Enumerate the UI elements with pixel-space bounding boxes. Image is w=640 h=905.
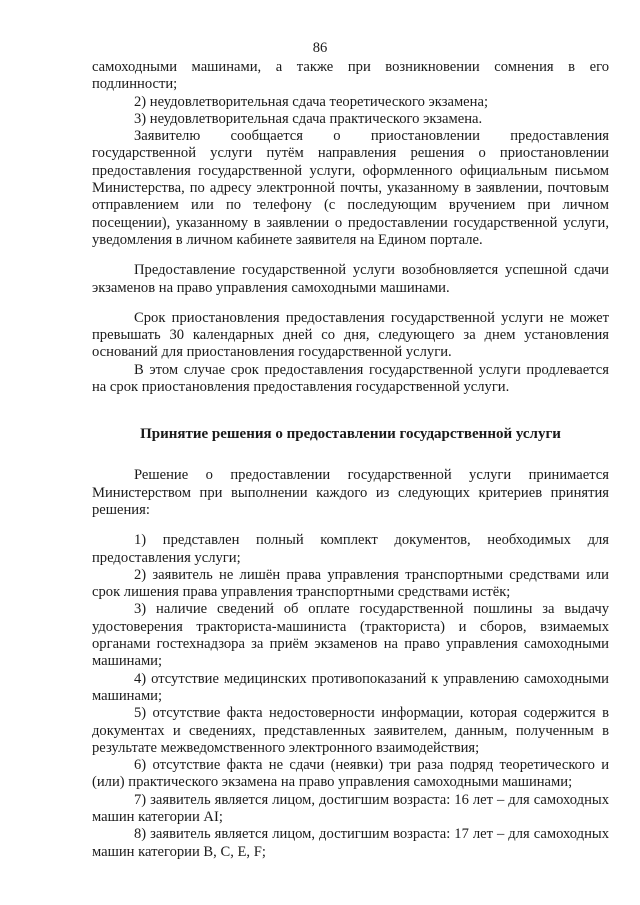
page-number: 86 bbox=[312, 40, 328, 56]
criterion-3: 3) наличие сведений об оплате государственной пошлины за выдачу удостоверения тракториста-машиниста (тракториста) и сборов, взимаемых органами гостехнадзора за приём экзаменов на право управления самоходными машинами; bbox=[92, 601, 609, 670]
paragraph-notification: Заявителю сообщается о приостановлении предоставления государственной услуги путём направления решения о приостановлении предоставления государственной услуги, оформленного официальным письмом Министерства, по адресу электронной почты, указанному в заявлении, почтовым отправлением или по телефону (с последующим вручением при личном посещении), указанному в заявлении о предоставлении государственной услуги, уведомления в личном кабинете заявителя на Едином портале. bbox=[92, 128, 609, 248]
criterion-4: 4) отсутствие медицинских противопоказаний к управлению самоходными машинами; bbox=[92, 670, 609, 704]
criterion-2: 2) заявитель не лишён права управления транспортными средствами или срок лишения права управления транспортными средствами истёк; bbox=[92, 566, 609, 601]
criterion-6: 6) отсутствие факта не сдачи (неявки) три раза подряд теоретического и (или) практического экзамена на право управления самоходными машинами; bbox=[92, 757, 609, 791]
paragraph-suspension-term: Срок приостановления предоставления государственной услуги не может превышать 30 календарных дней со дня, следующего за днем установления оснований для приостановления государственной услуги. bbox=[92, 309, 609, 361]
criterion-1: 1) представлен полный комплект документов, необходимых для предоставления услуги; bbox=[92, 532, 609, 566]
list-item-2: 2) неудовлетворительная сдача теоретического экзамена; bbox=[134, 93, 489, 110]
paragraph-decision: Решение о предоставлении государственной услуги принимается Министерством при выполнении каждого из следующих критериев принятия решения: bbox=[92, 467, 609, 518]
document-body bbox=[92, 59, 609, 861]
criterion-7: 7) заявитель является лицом, достигшим возраста: 16 лет – для самоходных машин категории AI; bbox=[92, 791, 609, 825]
paragraph-extension: В этом случае срок предоставления государственной услуги продлевается на срок приостановления предоставления государственной услуги. bbox=[92, 361, 609, 396]
criterion-5: 5) отсутствие факта недостоверности информации, которая содержится в документах и сведениях, представленных заявителем, данным, полученным в результате межведомственного электронного взаимодействия; bbox=[92, 705, 609, 756]
list-item-3: 3) неудовлетворительная сдача практического экзамена. bbox=[134, 110, 483, 127]
section-heading: Принятие решения о предоставлении государственной услуги bbox=[140, 426, 561, 443]
criterion-8: 8) заявитель является лицом, достигшим возраста: 17 лет – для самоходных машин категории B, C, E, F; bbox=[92, 826, 609, 860]
paragraph-resumption: Предоставление государственной услуги возобновляется успешной сдачи экзаменов на право управления самоходными машинами. bbox=[92, 262, 609, 296]
paragraph-continuation: самоходными машинами, а также при возникновении сомнения в его подлинности; bbox=[92, 59, 609, 93]
